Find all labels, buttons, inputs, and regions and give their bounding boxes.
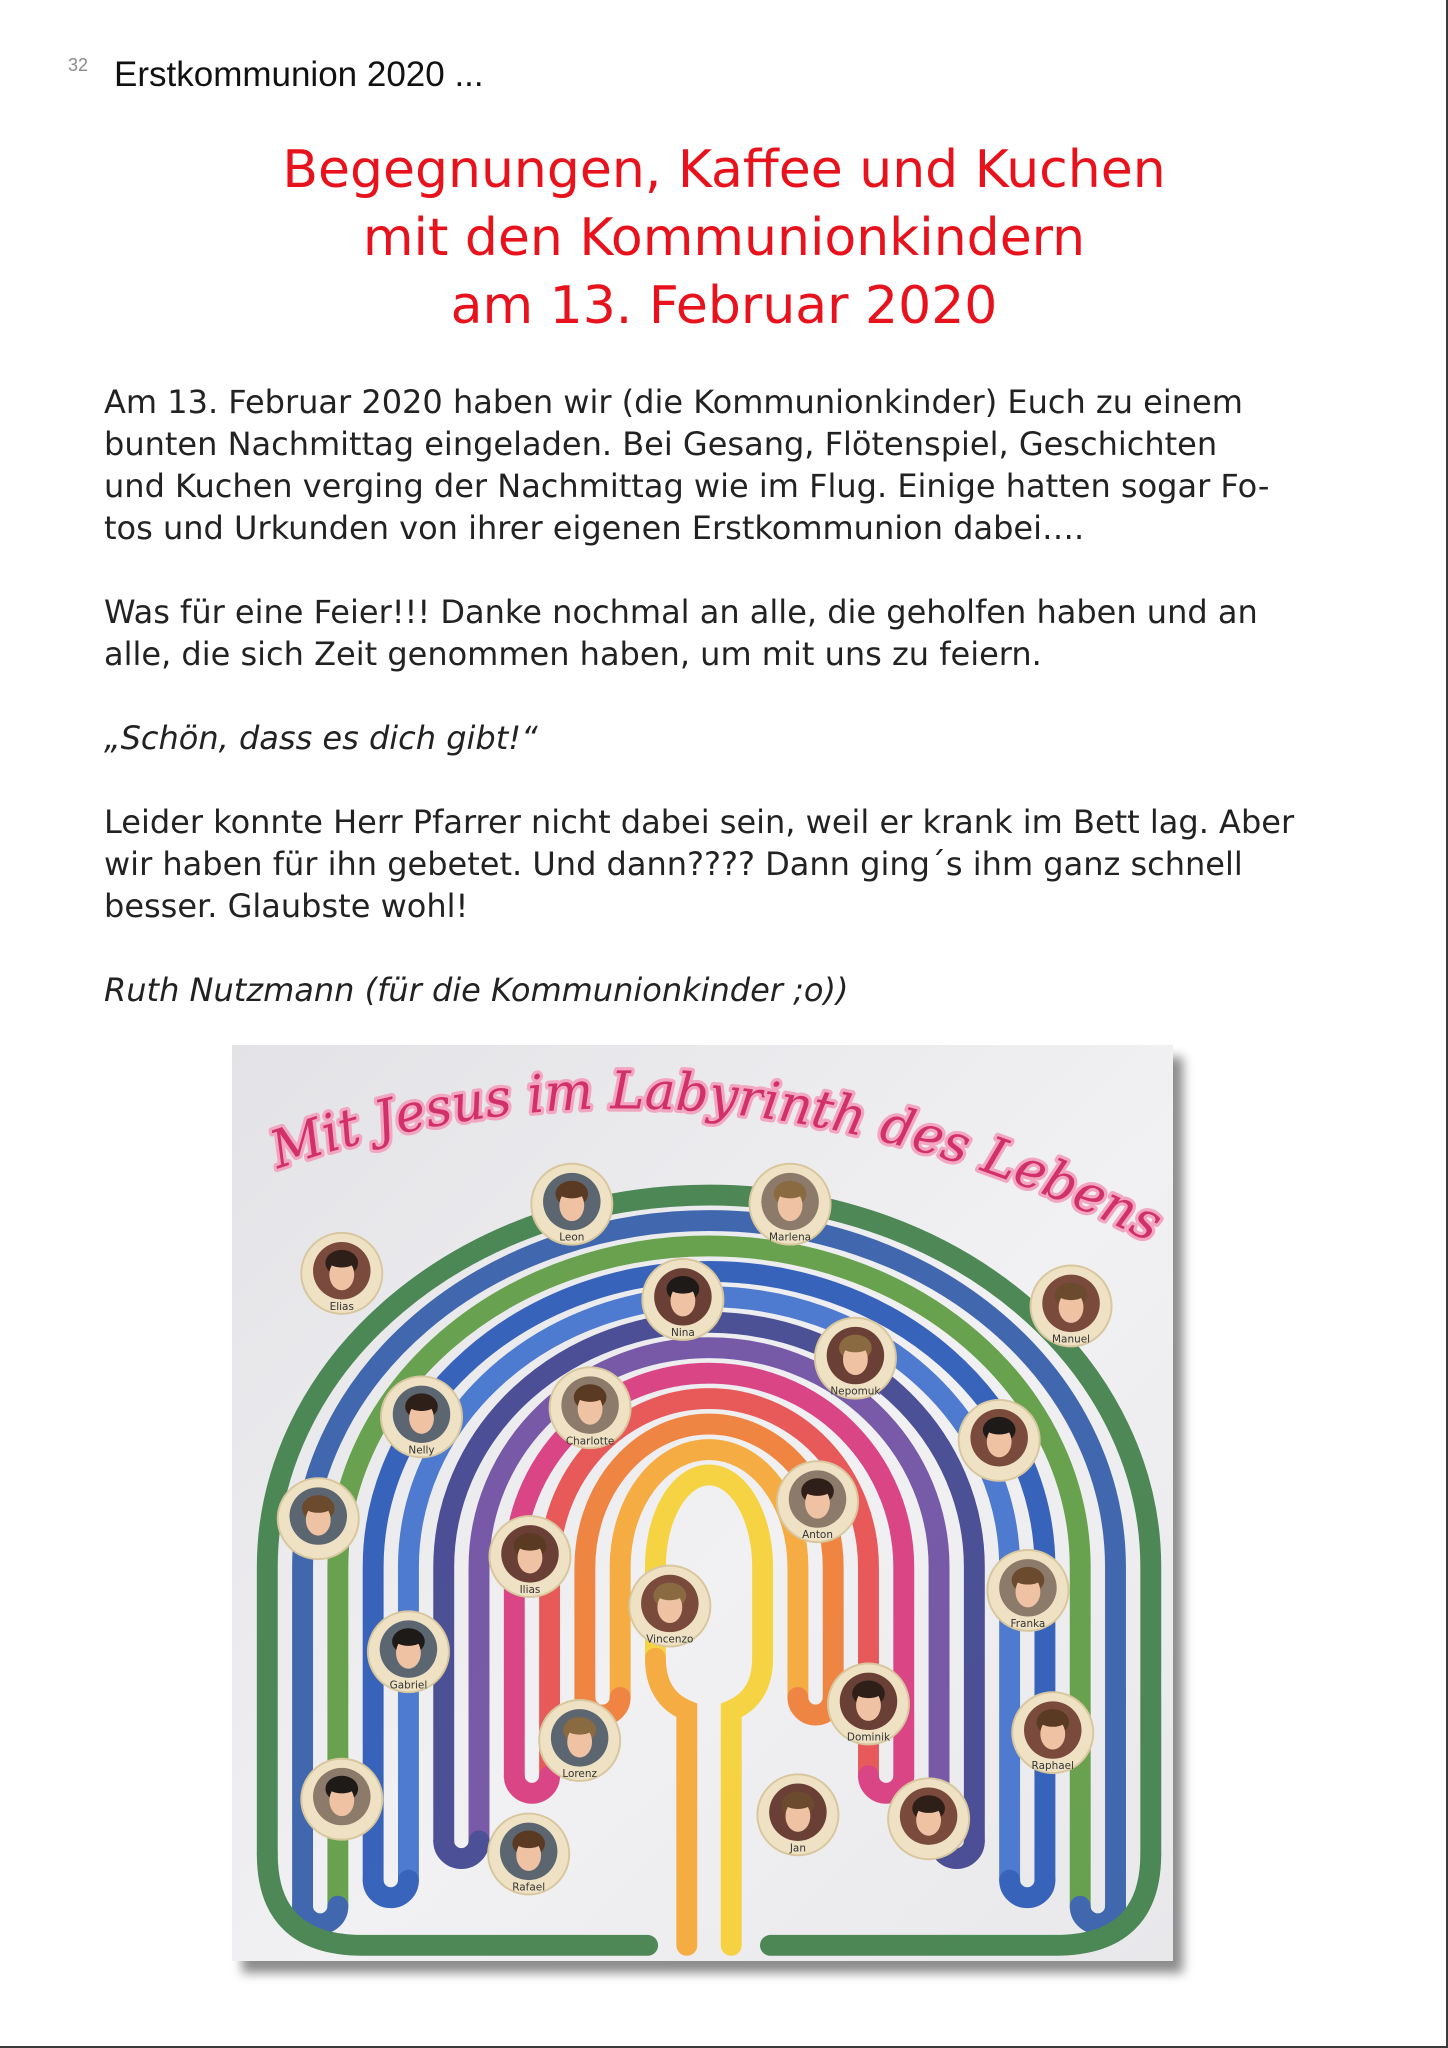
poster-title-text: Mit Jesus im Labyrinth des Lebens <box>263 1061 1172 1255</box>
text-line: wir haben für ihn gebetet. Und dann???? Dann ging´s ihm ganz schnell <box>104 845 1243 883</box>
text-line: besser. Glaubste wohl! <box>104 887 469 925</box>
child-photo <box>1012 1692 1093 1773</box>
fringe <box>517 1539 543 1551</box>
child-name-label: Dominik <box>846 1731 891 1744</box>
child-name-label: Raphael <box>1031 1760 1074 1773</box>
child-photo <box>531 1164 612 1245</box>
photo-frame <box>232 1045 1173 1961</box>
fringe <box>804 1484 830 1496</box>
quote <box>104 717 1294 759</box>
child-photo <box>629 1566 710 1647</box>
child-name-label: Elias <box>329 1300 354 1313</box>
fringe <box>842 1341 868 1353</box>
child-photo <box>301 1759 382 1840</box>
text-line: und Kuchen verging der Nachmittag wie im Flug. Einige hatten sogar Fo- <box>104 467 1270 505</box>
child-name-label: Vincenzo <box>646 1633 694 1646</box>
child-photo <box>815 1318 896 1399</box>
child-photo <box>757 1774 838 1855</box>
child-name-label: Leon <box>559 1231 585 1244</box>
child-name-label: Gabriel <box>389 1679 428 1692</box>
child-name-label: Rafael <box>512 1881 546 1894</box>
child-photo <box>278 1478 359 1559</box>
child-photo <box>550 1367 631 1448</box>
fringe <box>567 1723 593 1735</box>
child-photo <box>1031 1266 1112 1347</box>
fringe <box>916 1801 942 1813</box>
child-name-label: Manuel <box>1052 1333 1091 1346</box>
text-line: bunten Nachmittag eingeladen. Bei Gesang, Flötenspiel, Geschichten <box>104 425 1218 463</box>
child-name-label: Anton <box>802 1529 833 1542</box>
fringe <box>777 1187 803 1199</box>
child-photo <box>368 1611 449 1692</box>
signature-line: Ruth Nutzmann (für die Kommunionkinder ;o)) <box>104 971 849 1009</box>
title-line: Begegnungen, Kaffee und Kuchen <box>282 140 1166 200</box>
paragraph <box>104 591 1294 675</box>
fringe <box>408 1399 434 1411</box>
child-photo <box>777 1461 858 1542</box>
child-photo <box>301 1233 382 1314</box>
child-name-label: Jan <box>789 1842 806 1855</box>
fringe <box>305 1501 331 1513</box>
fringe <box>670 1282 696 1294</box>
text-line: tos und Urkunden von ihrer eigenen Erstkommunion dabei…. <box>104 509 1085 547</box>
child-photo <box>959 1400 1040 1481</box>
child-name-label: Lorenz <box>562 1768 597 1781</box>
child-name-label: Marlena <box>769 1231 812 1244</box>
article-title <box>0 136 1448 340</box>
title-line: mit den Kommunionkindern <box>362 208 1086 268</box>
child-photo <box>489 1516 570 1597</box>
page-number: 32 <box>68 55 89 75</box>
article-body <box>104 381 1294 1011</box>
child-photo <box>888 1778 969 1859</box>
fringe <box>785 1797 811 1809</box>
labyrinth-poster <box>232 1045 1173 1961</box>
fringe <box>986 1423 1012 1435</box>
fringe <box>329 1782 355 1794</box>
fringe <box>855 1686 881 1698</box>
signature <box>104 969 1294 1011</box>
child-photo <box>488 1814 569 1895</box>
paragraph <box>104 801 1294 927</box>
text-line: alle, die sich Zeit genommen haben, um mit uns zu feiern. <box>104 635 1042 673</box>
fringe <box>1058 1288 1084 1300</box>
fringe <box>577 1390 603 1402</box>
running-head: Erstkommunion 2020 ... <box>114 55 484 94</box>
fringe <box>329 1256 355 1268</box>
child-name-label: Nelly <box>408 1444 435 1457</box>
child-photo <box>828 1663 909 1744</box>
fringe <box>1040 1715 1066 1727</box>
paragraph <box>104 381 1294 549</box>
title-line: am 13. Februar 2020 <box>450 276 998 336</box>
fringe <box>559 1187 585 1199</box>
child-photo <box>642 1259 723 1340</box>
child-name-label: Nepomuk <box>830 1385 881 1398</box>
child-name-label: Nina <box>671 1326 695 1339</box>
text-line: Was für eine Feier!!! Danke nochmal an alle, die geholfen haben und an <box>104 593 1258 631</box>
child-photo <box>381 1376 462 1457</box>
child-name-label: Charlotte <box>565 1435 615 1448</box>
text-line: Am 13. Februar 2020 haben wir (die Kommunionkinder) Euch zu einem <box>104 383 1243 421</box>
child-photo <box>750 1164 831 1245</box>
fringe <box>657 1588 683 1600</box>
child-name-label: Ilias <box>519 1584 541 1597</box>
quote-line: „Schön, dass es dich gibt!“ <box>104 719 538 757</box>
fringe <box>516 1836 542 1848</box>
child-name-label: Franka <box>1010 1617 1046 1630</box>
fringe <box>395 1634 421 1646</box>
child-photo <box>987 1550 1068 1631</box>
text-line: Leider konnte Herr Pfarrer nicht dabei sein, weil er krank im Bett lag. Aber <box>104 803 1295 841</box>
child-photo <box>539 1700 620 1781</box>
fringe <box>1015 1573 1041 1585</box>
